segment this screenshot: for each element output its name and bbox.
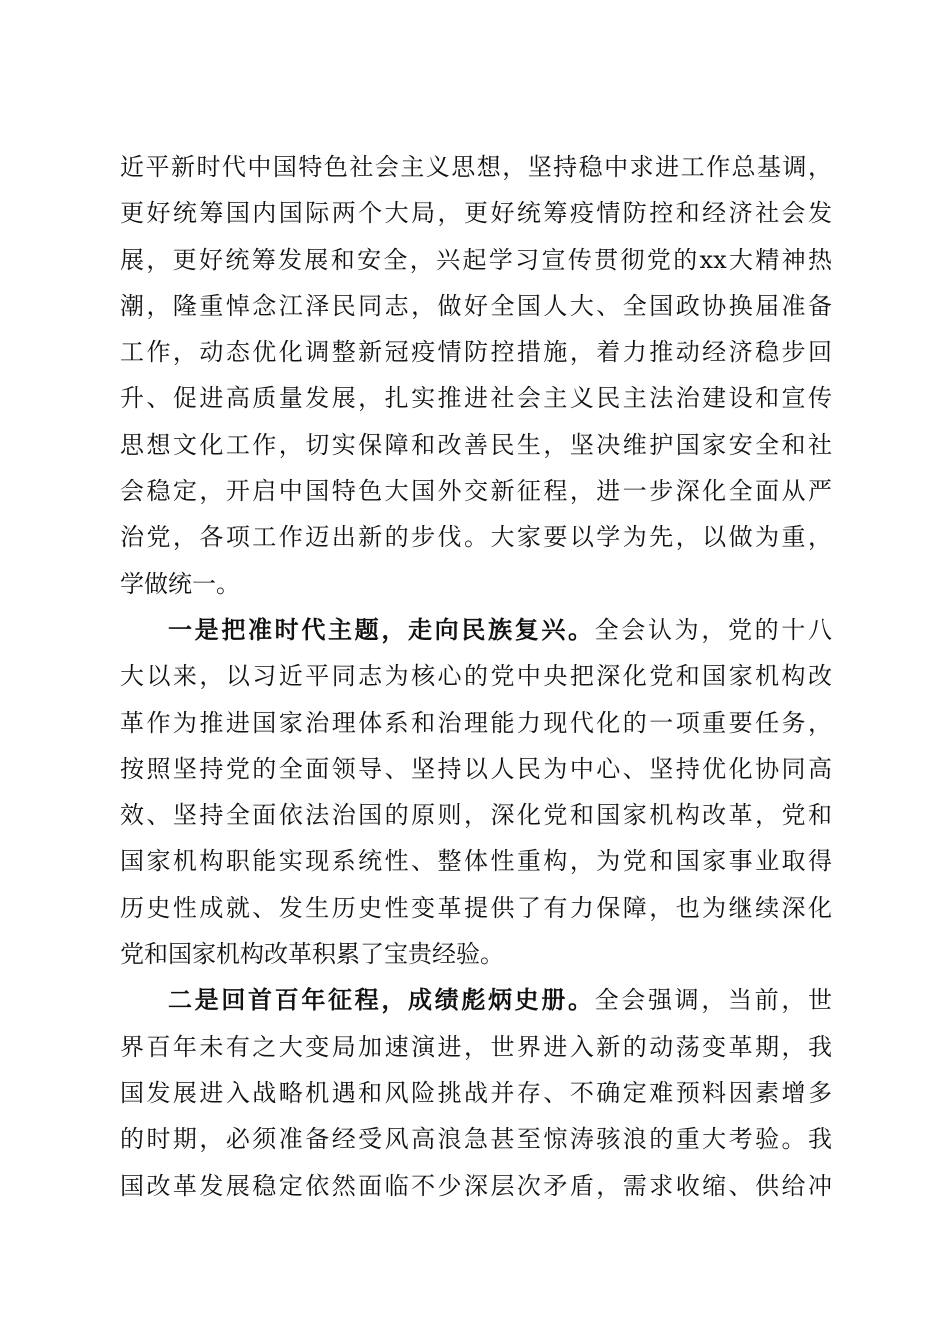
text-line: 国发展进入战略机遇和风险挑战并存、不确定难预料因素增多 [120, 1078, 832, 1107]
paragraph-intro [120, 144, 832, 607]
text-line: 革作为推进国家治理体系和治理能力现代化的一项重要任务， [120, 708, 832, 737]
text-line: 国改革发展稳定依然面临不少深层次矛盾，需求收缩、供给冲 [120, 1171, 832, 1200]
text-line: 治党，各项工作迈出新的步伐。大家要以学为先，以做为重， [120, 523, 832, 552]
paragraph-heading: 一是把准时代主题，走向民族复兴。 [168, 614, 595, 644]
body-text [120, 144, 832, 1209]
text-line: 潮，隆重悼念江泽民同志，做好全国人大、全国政协换届准备 [120, 291, 832, 320]
text-line: 学做统一。 [120, 569, 240, 598]
text-line: 按照坚持党的全面领导、坚持以人民为中心、坚持优化协同高 [120, 754, 832, 783]
paragraph-first-line [120, 607, 832, 653]
text-line: 工作，动态优化调整新冠疫情防控措施，着力推动经济稳步回 [120, 338, 832, 367]
text-line: 升、促进高质量发展，扎实推进社会主义民主法治建设和宣传 [120, 384, 832, 413]
text-line: 党和国家机构改革积累了宝贵经验。 [120, 940, 504, 969]
paragraph-heading: 二是回首百年征程，成绩彪炳史册。 [168, 985, 595, 1015]
text-line: 展，更好统筹发展和安全，兴起学习宣传贯彻党的xx大精神热 [120, 245, 832, 274]
text-line: 界百年未有之大变局加速演进，世界进入新的动荡变革期，我 [120, 1032, 832, 1061]
text-line: 思想文化工作，切实保障和改善民生，坚决维护国家安全和社 [120, 430, 832, 459]
text-line: 国家机构职能实现系统性、整体性重构，为党和国家事业取得 [120, 847, 832, 876]
paragraph-first-line [120, 977, 832, 1023]
paragraph-point-two [120, 977, 832, 1208]
text-line: 历史性成就、发生历史性变革提供了有力保障，也为继续深化 [120, 893, 832, 922]
text-line: 的时期，必须准备经受风高浪急甚至惊涛骇浪的重大考验。我 [120, 1125, 832, 1154]
text-line: 更好统筹国内国际两个大局，更好统筹疫情防控和经济社会发 [120, 199, 832, 228]
text-line: 大以来，以习近平同志为核心的党中央把深化党和国家机构改 [120, 662, 832, 691]
text-line: 近平新时代中国特色社会主义思想，坚持稳中求进工作总基调， [120, 153, 832, 181]
text-line: 会稳定，开启中国特色大国外交新征程，进一步深化全面从严 [120, 477, 832, 506]
paragraph-point-one [120, 607, 832, 977]
paragraph-first-line-text: 全会强调，当前，世 [594, 986, 833, 1015]
text-line: 效、坚持全面依法治国的原则，深化党和国家机构改革，党和 [120, 801, 832, 830]
paragraph-first-line-text: 全会认为，党的十八 [594, 615, 833, 644]
